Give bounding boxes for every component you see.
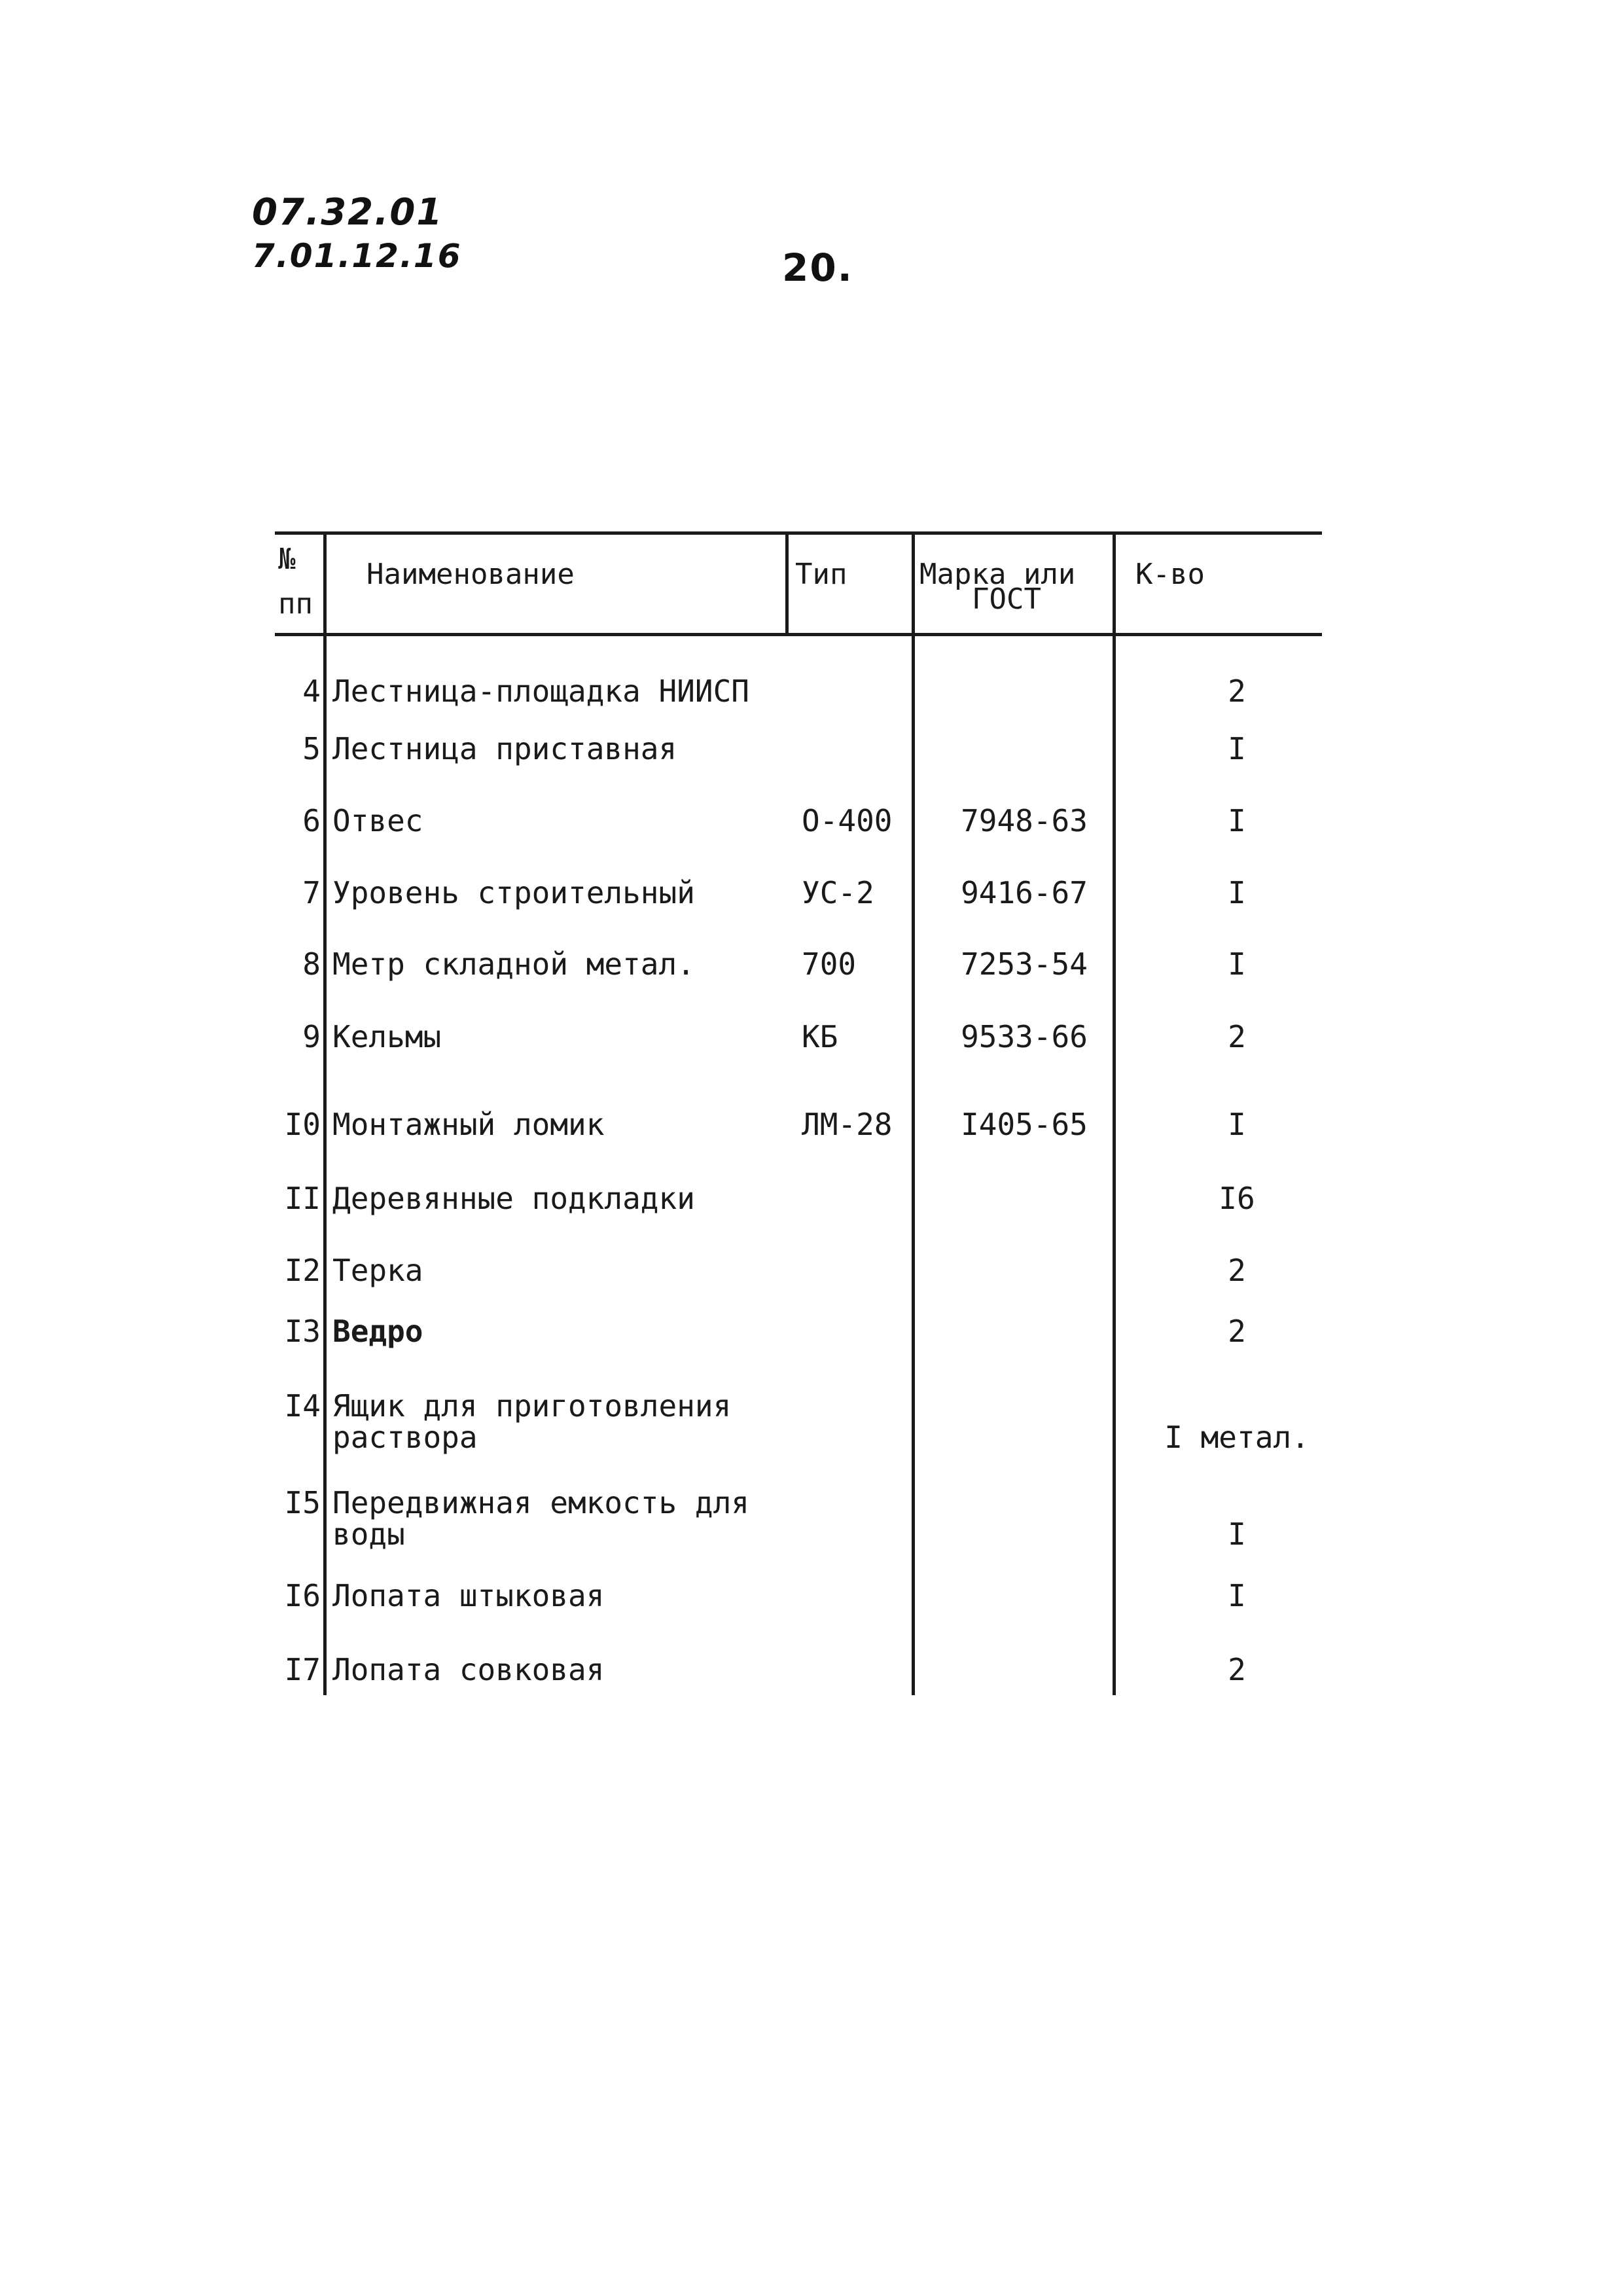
row-number: 5 (302, 731, 321, 766)
row-name: Лестница приставная (332, 731, 677, 766)
header-mark-line1: Марка или (919, 558, 1076, 591)
row-mark-gost: 7253-54 (961, 946, 1088, 982)
row-quantity: I (1228, 875, 1246, 910)
row-number: 7 (302, 875, 321, 910)
row-name-continued: воды (332, 1516, 405, 1552)
row-number: I0 (284, 1107, 321, 1142)
row-number: I6 (284, 1578, 321, 1613)
row-number: I5 (284, 1485, 321, 1520)
row-number: 6 (302, 803, 321, 838)
row-name: Ведро (332, 1314, 423, 1349)
row-name: Уровень строительный (332, 875, 695, 910)
row-number: I7 (284, 1652, 321, 1687)
row-quantity: I метал. (1164, 1420, 1310, 1455)
header-qty: К-во (1135, 558, 1205, 591)
header-name: Наименование (366, 558, 575, 591)
row-name: Передвижная емкость для (332, 1485, 749, 1520)
header-mark-line2: ГОСТ (972, 583, 1041, 616)
row-name: Лопата совковая (332, 1652, 605, 1687)
row-type: КБ (802, 1019, 838, 1054)
row-type: ЛМ-28 (802, 1107, 893, 1142)
row-quantity: I (1228, 1107, 1246, 1142)
row-name: Отвес (332, 803, 423, 838)
row-name: Лестница-площадка НИИСП (332, 673, 749, 709)
document-code-1: 07.32.01 (252, 191, 444, 234)
row-quantity: I (1228, 1516, 1246, 1552)
row-type: О-400 (802, 803, 893, 838)
row-quantity: 2 (1228, 673, 1246, 709)
row-number: I3 (284, 1314, 321, 1349)
row-mark-gost: 9416-67 (961, 875, 1088, 910)
header-num-line1: № (278, 543, 296, 576)
row-quantity: I (1228, 731, 1246, 766)
document-code-2: 7.01.12.16 (252, 237, 462, 275)
row-quantity: I6 (1219, 1181, 1255, 1216)
row-quantity: I (1228, 1578, 1246, 1613)
row-mark-gost: 7948-63 (961, 803, 1088, 838)
header-type: Тип (795, 558, 847, 591)
column-divider-4 (1113, 533, 1116, 1695)
row-number: I4 (284, 1388, 321, 1424)
row-number: 8 (302, 946, 321, 982)
row-name: Лопата штыковая (332, 1578, 605, 1613)
row-mark-gost: I405-65 (961, 1107, 1088, 1142)
row-quantity: I (1228, 803, 1246, 838)
row-mark-gost: 9533-66 (961, 1019, 1088, 1054)
row-quantity: 2 (1228, 1019, 1246, 1054)
row-name: Терка (332, 1253, 423, 1288)
column-divider-3 (912, 533, 915, 1695)
column-divider-1 (323, 533, 327, 1695)
table-top-rule (275, 531, 1322, 535)
row-type: УС-2 (802, 875, 874, 910)
row-name: Деревянные подкладки (332, 1181, 695, 1216)
row-quantity: I (1228, 946, 1246, 982)
row-number: 9 (302, 1019, 321, 1054)
row-quantity: 2 (1228, 1253, 1246, 1288)
row-name: Ящик для приготовления (332, 1388, 732, 1424)
table-header-rule (275, 633, 1322, 636)
row-name: Монтажный ломик (332, 1107, 605, 1142)
page-number: 20. (782, 245, 853, 290)
row-quantity: 2 (1228, 1652, 1246, 1687)
column-divider-2 (785, 533, 789, 635)
row-name-continued: раствора (332, 1420, 478, 1455)
row-type: 700 (802, 946, 857, 982)
row-number: 4 (302, 673, 321, 709)
row-name: Метр складной метал. (332, 946, 695, 982)
row-number: I2 (284, 1253, 321, 1288)
row-quantity: 2 (1228, 1314, 1246, 1349)
row-number: II (284, 1181, 321, 1216)
header-num-line2: пп (278, 587, 313, 620)
row-name: Кельмы (332, 1019, 442, 1054)
